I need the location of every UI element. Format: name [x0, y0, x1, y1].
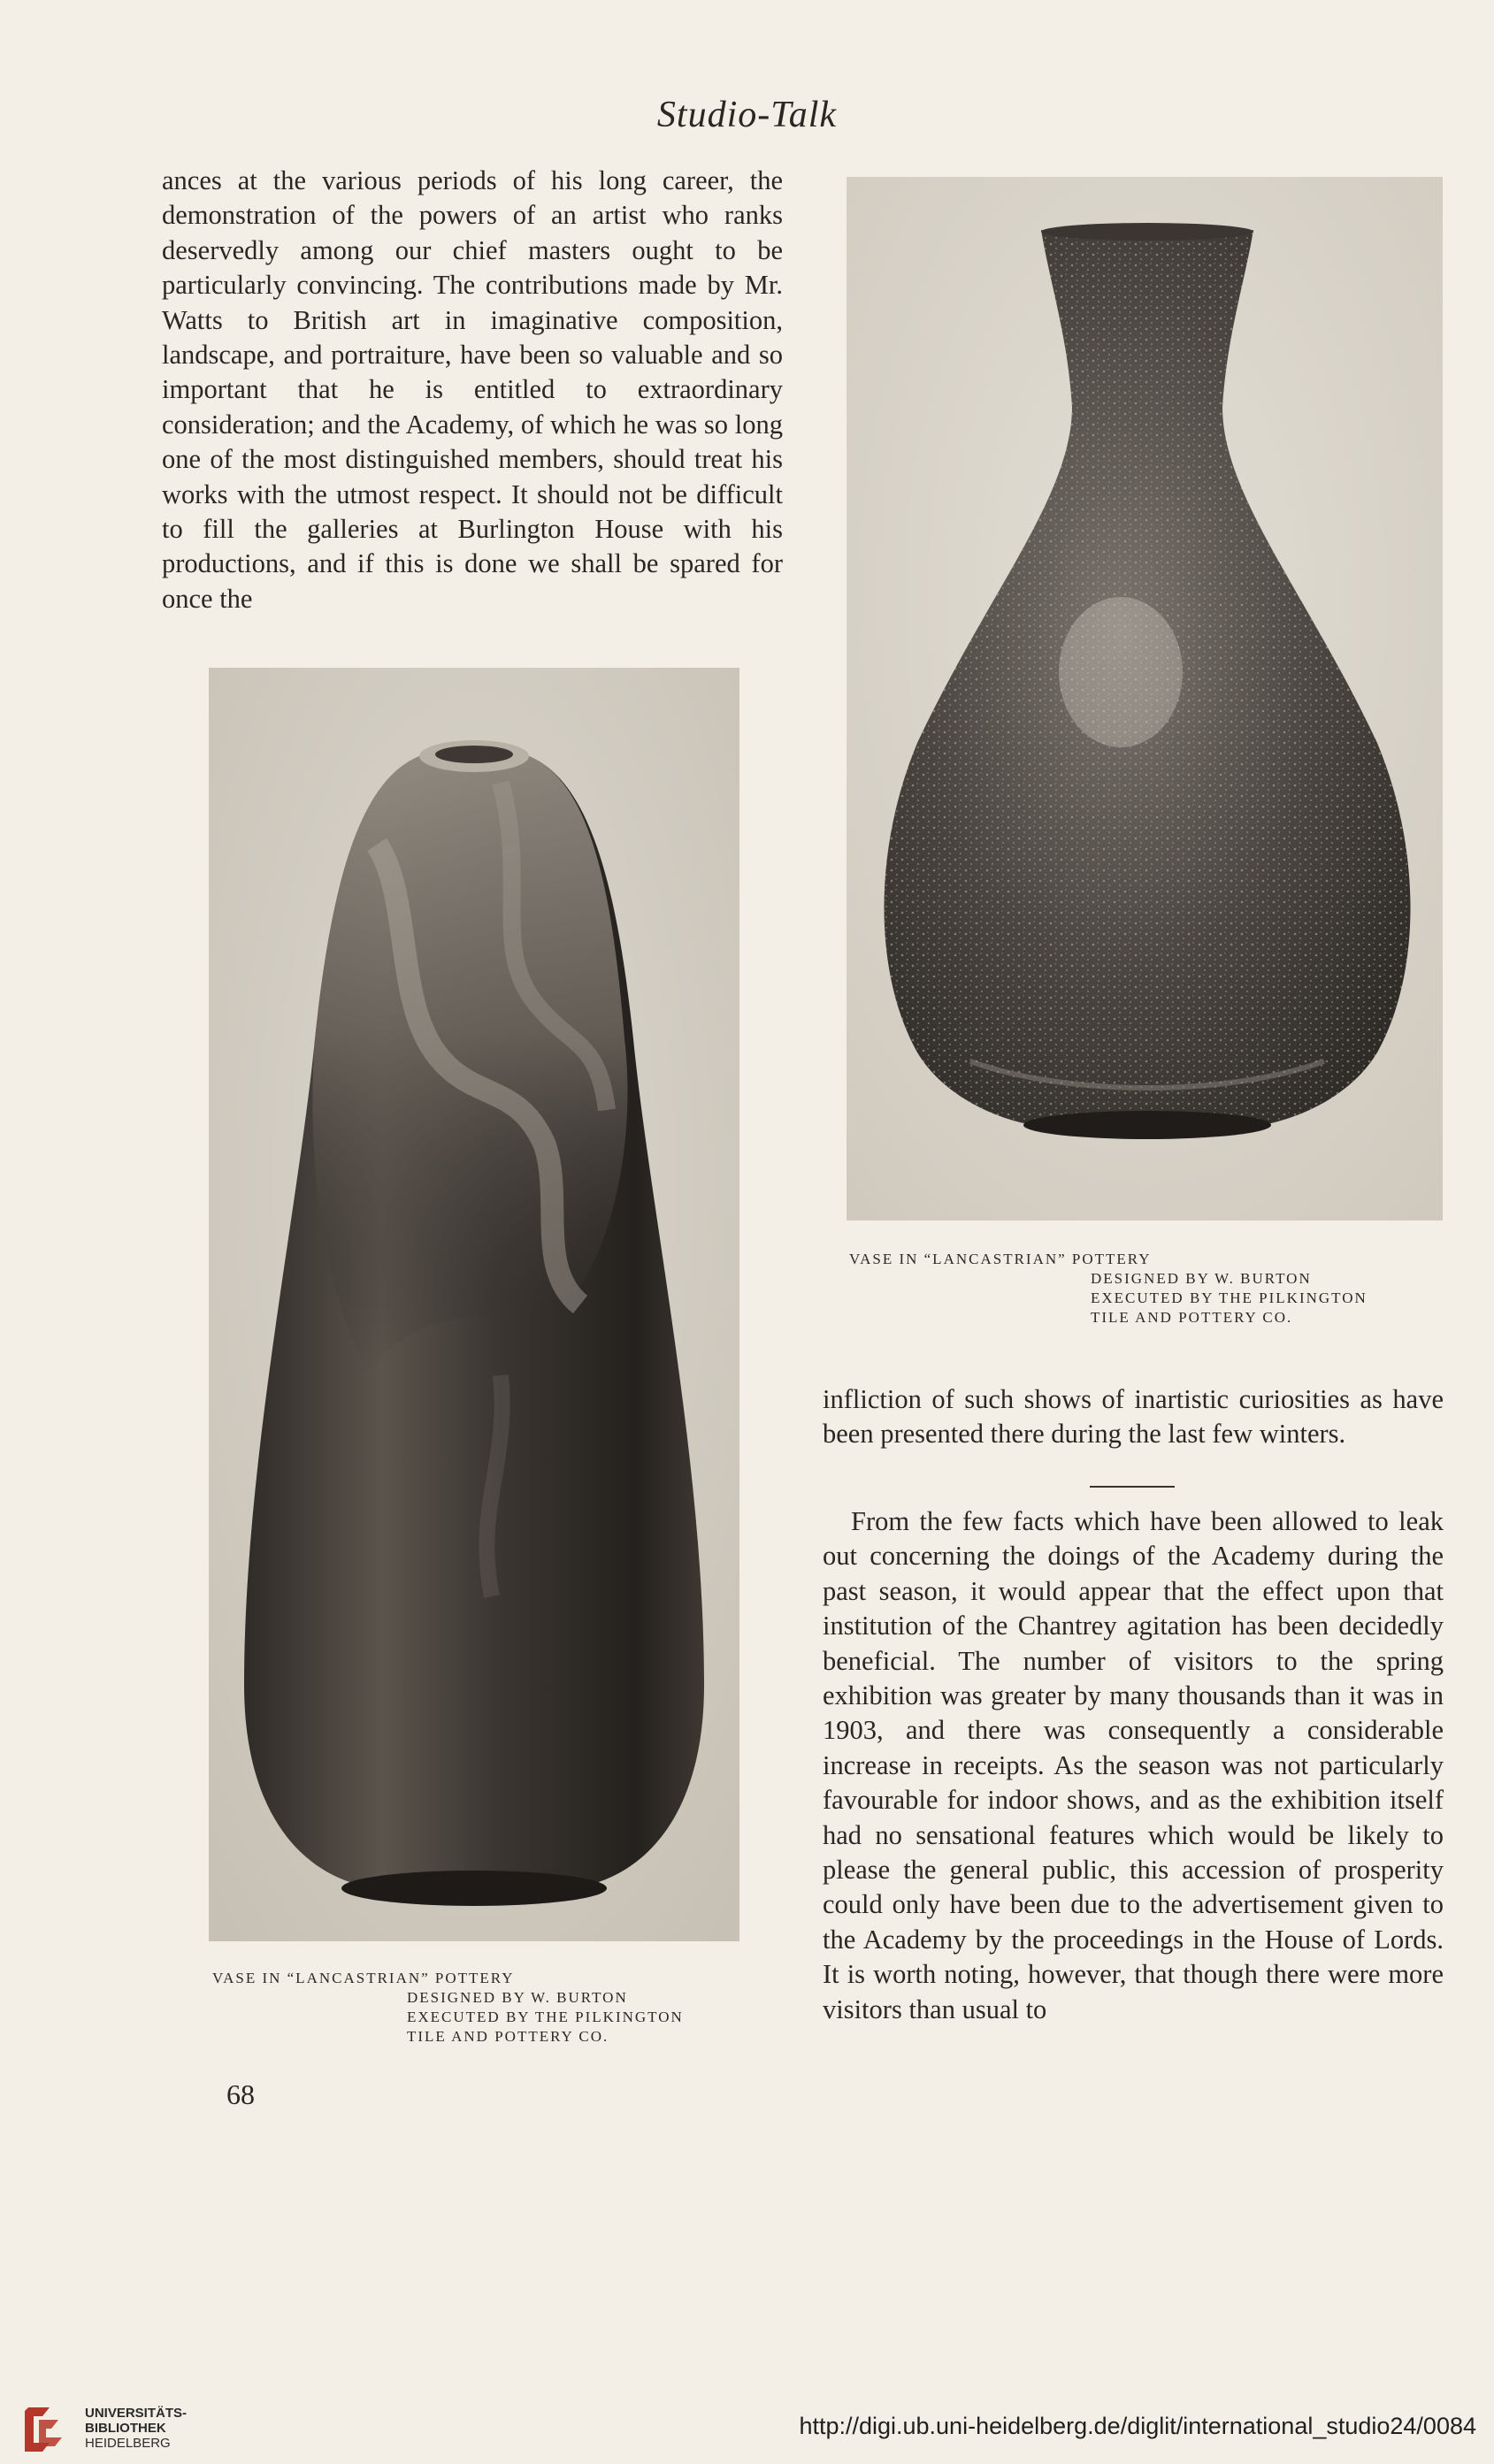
right-paragraph: From the few facts which have been allowed to leak out concerning the doings of the Academy during the past season, it would appear that the effect upon that institution of the Chantrey agitation has been decidedly beneficial. The number of visitors to the spring exhibition was greater by many thousands than it was in 1903, and there was consequently a considerable increase in receipts. As the season was not particularly favourable for indoor shows, and as the exhibition itself had no sensational features which would be likely to please the general public, this accession of prosperity could only have been due to the advertisement given to the Academy by the proceedings in the House of Lords. It is worth noting, however, that though there were more visitors than usual to: [823, 1506, 1444, 2024]
left-plate-caption: [212, 1969, 684, 2047]
caption-executor: EXECUTED BY THE PILKINGTON: [407, 2009, 684, 2025]
section-divider: [1090, 1486, 1175, 1488]
caption-designer: DESIGNED BY W. BURTON: [407, 1989, 628, 2006]
page-number: 68: [226, 2078, 255, 2110]
tall-vase-photo: [209, 668, 739, 1941]
continuation-paragraph: infliction of such shows of inartistic curiosities as have been presented there during the last few winters.: [823, 1384, 1444, 1450]
vase-plate-left: [209, 668, 739, 1941]
vase-plate-right: [847, 177, 1443, 1221]
running-title: Studio-Talk: [656, 95, 838, 135]
caption-company: TILE AND POTTERY CO.: [407, 2028, 609, 2045]
library-line-2: BIBLIOTHEK: [85, 2421, 166, 2436]
university-library-logo-icon: [19, 2402, 74, 2457]
left-paragraph: ances at the various periods of his long career, the demonstration of the powers of an artist who ranks deservedly among our chief masters ought to be particularly convincing. The contributions made by Mr. Watts to British art in imaginative composition, landscape, and portraiture, have been so valuable and so important that he is entitled to extraordinary consideration; and the Academy, of which he was so long one of the most distinguished members, should treat his works with the utmost respect. It should not be difficult to fill the galleries at Burlington House with his productions, and if this is done we shall be spared for once the: [162, 165, 783, 614]
source-url-link[interactable]: http://digi.ub.uni-heidelberg.de/diglit/international_studio24/0084: [799, 2413, 1476, 2439]
caption-title: VASE IN “LANCASTRIAN” POTTERY: [849, 1251, 1152, 1267]
caption-designer: DESIGNED BY W. BURTON: [1091, 1270, 1312, 1287]
library-line-1: UNIVERSITÄTS-: [85, 2406, 188, 2421]
right-column-continuation: [823, 1382, 1444, 1452]
caption-executor: EXECUTED BY THE PILKINGTON: [1091, 1289, 1368, 1306]
left-column-text: [162, 164, 783, 616]
caption-title: VASE IN “LANCASTRIAN” POTTERY: [212, 1970, 515, 1986]
bottle-vase-photo: [847, 177, 1443, 1221]
library-line-3: HEIDELBERG: [85, 2436, 171, 2451]
caption-company: TILE AND POTTERY CO.: [1091, 1309, 1293, 1326]
right-column-text: [823, 1504, 1444, 2027]
library-name: [85, 2406, 187, 2451]
right-plate-caption: [849, 1250, 1368, 1328]
